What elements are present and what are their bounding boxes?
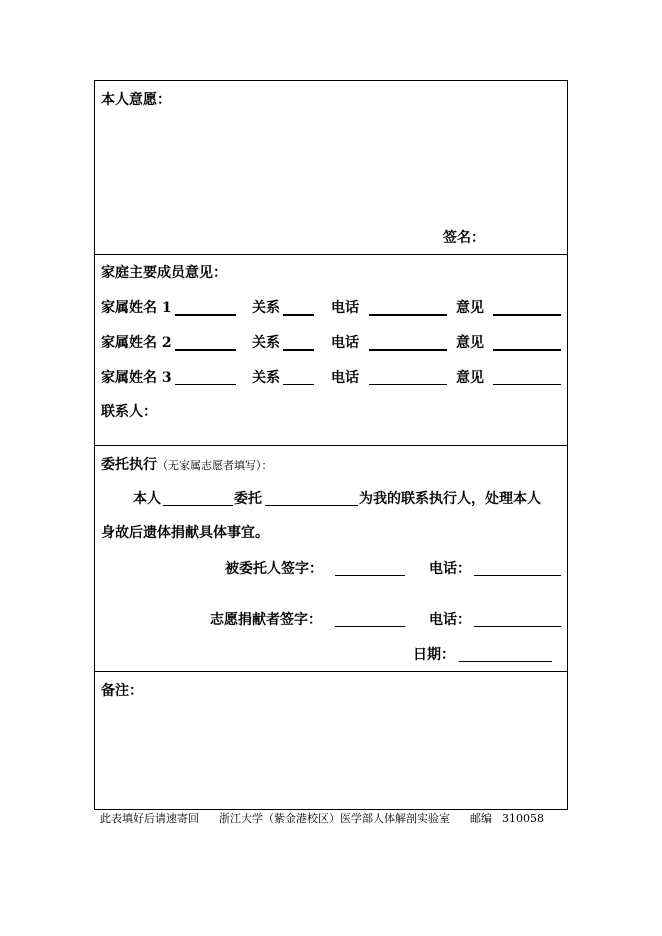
entrust-heading-title: 委托执行 xyxy=(101,457,157,473)
remarks-heading: 备注： xyxy=(101,683,143,699)
family-name-label-3: 家属姓名 3 xyxy=(101,370,172,386)
opinion-label-3: 意见 xyxy=(456,370,484,386)
opinion-field-3[interactable] xyxy=(493,384,561,385)
entrust-heading-colon: ： xyxy=(261,459,273,472)
relation-label-3: 关系 xyxy=(252,370,280,386)
relation-field-1[interactable] xyxy=(283,314,314,316)
relation-label-1: 关系 xyxy=(252,300,280,316)
phone-field-3[interactable] xyxy=(369,384,447,385)
signature-label: 签名： xyxy=(443,230,485,246)
relation-field-2[interactable] xyxy=(283,349,314,351)
contact-person-label: 联系人： xyxy=(101,404,157,420)
relation-field-3[interactable] xyxy=(283,384,314,385)
entrustee-phone-field[interactable] xyxy=(474,575,561,576)
volunteer-phone-field[interactable] xyxy=(474,626,561,627)
opinion-label-2: 意见 xyxy=(456,335,484,351)
footer-postcode: 310058 xyxy=(502,812,544,825)
phone-label-3: 电话 xyxy=(331,370,359,386)
entrust-text-line2: 身故后遗体捐献具体事宜。 xyxy=(101,525,269,541)
entrustee-phone-label: 电话： xyxy=(429,561,471,577)
entrust-heading-note: （无家属志愿者填写） xyxy=(157,459,262,472)
family-name-label-2: 家属姓名 2 xyxy=(101,335,172,351)
personal-wish-heading: 本人意愿： xyxy=(101,92,171,108)
family-opinion-heading: 家庭主要成员意见： xyxy=(101,265,227,281)
volunteer-phone-label: 电话： xyxy=(429,612,471,628)
date-label: 日期： xyxy=(413,647,455,663)
entrust-text-part3: 为我的联系执行人，处理本人 xyxy=(359,491,541,507)
section-divider-2 xyxy=(95,445,567,446)
footer-postcode-label: 邮编 xyxy=(470,812,492,825)
phone-label-1: 电话 xyxy=(331,300,359,316)
footer-note xyxy=(100,812,544,826)
footer-send-note: 此表填好后请速寄回 xyxy=(100,812,199,825)
volunteer-signature-label: 志愿捐献者签字： xyxy=(210,612,322,628)
volunteer-signature-field[interactable] xyxy=(335,626,405,627)
entruster-name-field[interactable] xyxy=(163,505,233,506)
entrust-text-part1: 本人 xyxy=(133,491,161,507)
entrustee-signature-label: 被委托人签字： xyxy=(225,561,323,577)
footer-address: 浙江大学（紫金港校区）医学部人体解剖实验室 xyxy=(219,812,450,825)
family-name-field-1[interactable] xyxy=(175,314,236,316)
section-divider-1 xyxy=(95,254,567,255)
relation-label-2: 关系 xyxy=(252,335,280,351)
opinion-label-1: 意见 xyxy=(456,300,484,316)
date-field[interactable] xyxy=(459,661,552,662)
family-name-field-3[interactable] xyxy=(175,384,236,385)
entrust-text-part2: 委托 xyxy=(234,491,262,507)
phone-label-2: 电话 xyxy=(331,335,359,351)
entrustee-name-field[interactable] xyxy=(265,505,358,506)
donation-form xyxy=(94,80,568,810)
phone-field-2[interactable] xyxy=(369,349,447,351)
opinion-field-1[interactable] xyxy=(493,314,561,316)
family-name-field-2[interactable] xyxy=(175,349,236,351)
entrustee-signature-field[interactable] xyxy=(335,575,405,576)
phone-field-1[interactable] xyxy=(369,314,447,316)
family-name-label-1: 家属姓名 1 xyxy=(101,300,172,316)
opinion-field-2[interactable] xyxy=(493,349,561,351)
entrust-heading xyxy=(101,457,273,474)
section-divider-3 xyxy=(95,671,567,672)
